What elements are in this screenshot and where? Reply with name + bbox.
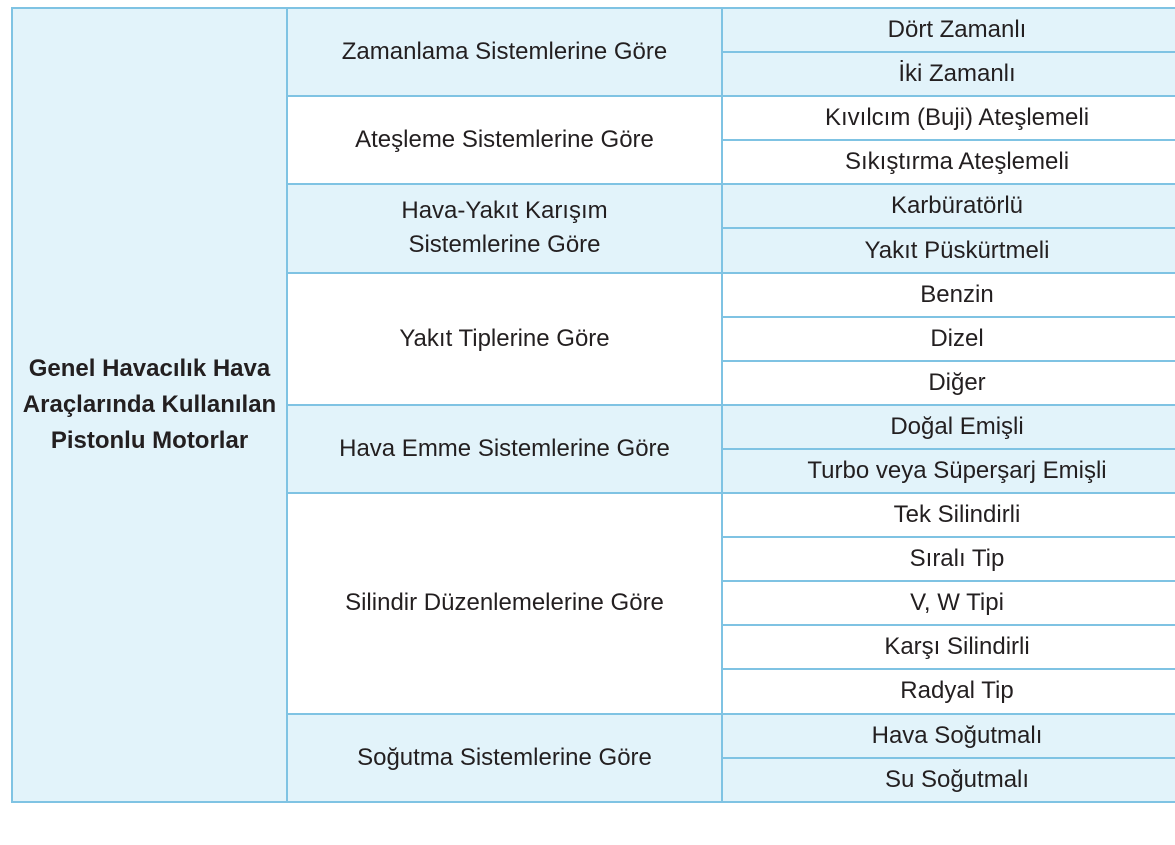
item-cell: Benzin [722,273,1175,317]
group-cell-timing [287,8,722,96]
group-cell-ignition [287,96,722,184]
group-cell-fuel-type [287,273,722,405]
item-cell: Karbüratörlü [722,184,1175,228]
group-label: Zamanlama Sistemlerine Göre [341,38,668,66]
item-cell: Yakıt Püskürtmeli [722,228,1175,272]
piston-engine-classification-table [11,7,1175,803]
item-cell: Tek Silindirli [722,493,1175,537]
item-cell: İki Zamanlı [722,52,1175,96]
item-cell: Doğal Emişli [722,405,1175,449]
group-label: Yakıt Tiplerine Göre [399,324,610,352]
group-cell-air-fuel [287,184,722,272]
item-cell: Turbo veya Süperşarj Emişli [722,449,1175,493]
item-cell: V, W Tipi [722,581,1175,625]
group-label: Ateşleme Sistemlerine Göre [355,126,654,154]
item-cell: Sıkıştırma Ateşlemeli [722,140,1175,184]
item-cell: Hava Soğutmalı [722,714,1175,758]
classification-table-wrapper [11,7,1175,803]
item-cell: Karşı Silindirli [722,625,1175,669]
root-category-label: Genel Havacılık Hava Araçlarında Kullanılan Pistonlu Motorlar [22,354,277,454]
group-label: Soğutma Sistemlerine Göre [357,743,652,771]
item-cell: Su Soğutmalı [722,758,1175,802]
group-cell-air-intake [287,405,722,493]
group-cell-cooling [287,714,722,802]
item-cell: Dört Zamanlı [722,8,1175,52]
group-cell-cylinder-arrangement [287,493,722,713]
item-cell: Sıralı Tip [722,537,1175,581]
item-cell: Kıvılcım (Buji) Ateşlemeli [722,96,1175,140]
item-cell: Dizel [722,317,1175,361]
item-cell: Radyal Tip [722,669,1175,713]
group-label: Hava Emme Sistemlerine Göre [339,434,670,462]
group-label: Silindir Düzenlemelerine Göre [345,589,664,617]
table-row [12,8,1175,52]
item-cell: Diğer [722,361,1175,405]
root-category-cell [12,8,287,802]
group-label: Hava-Yakıt Karışım Sistemlerine Göre [401,197,608,259]
